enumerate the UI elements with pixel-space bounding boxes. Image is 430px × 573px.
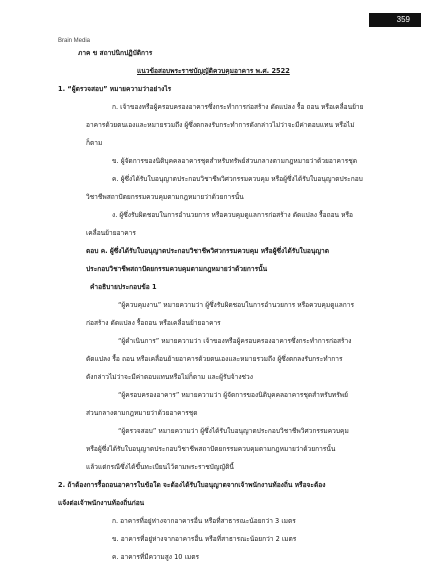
definition-1-line-2: ก่อสร้าง ดัดแปลง รื้อถอน หรือเคลื่อนย้ายอาคาร <box>86 319 221 327</box>
question-2-line-1: 2. ถ้าต้องการรื้อถอนอาคารในข้อใด จะต้องได้รับใบอนุญาตจากเจ้าพนักงานท้องถิ่น หรือจะต้อง <box>58 481 326 489</box>
q1-choice-b: ข. ผู้จัดการของนิติบุคคลอาคารชุดสำหรับทรัพย์ส่วนกลางตามกฎหมายว่าด้วยอาคารชุด <box>112 157 357 165</box>
q1-choice-a-line-2: อาคารด้วยตนเองและหมายรวมถึง ผู้ซึ่งตกลงรับกระทำการดังกล่าวไม่ว่าจะมีค่าตอบแทน หรือไม่ <box>86 121 355 129</box>
part-heading: ภาค ข สถาปนิกปฏิบัติการ <box>78 49 153 57</box>
q1-answer-line-1: ตอบ ค. ผู้ซึ่งได้รับใบอนุญาตประกอบวิชาชีพวิศวกรรมควบคุม หรือผู้ซึ่งได้รับใบอนุญาต <box>86 247 329 255</box>
q1-choice-c-line-1: ค. ผู้ซึ่งได้รับใบอนุญาตประกอบวิชาชีพวิศวกรรมควบคุม หรือผู้ซึ่งได้รับใบอนุญาตประกอบ <box>112 175 363 183</box>
definition-3-line-1: “ผู้ครอบครองอาคาร” หมายความว่า ผู้จัดการของนิติบุคคลอาคารชุดสำหรับทรัพย์ <box>118 391 349 399</box>
q2-choice-c: ค. อาคารที่มีความสูง 10 เมตร <box>112 553 200 561</box>
section-subtitle: แนวข้อสอบพระราชบัญญัติควบคุมอาคาร พ.ศ. 2522 <box>137 67 290 75</box>
definition-1-line-1: “ผู้ควบคุมงาน” หมายความว่า ผู้ซึ่งรับผิดชอบในการอำนวยการ หรือควบคุมดูแลการ <box>118 301 354 309</box>
definition-3-line-2: ส่วนกลางตามกฎหมายว่าด้วยอาคารชุด <box>86 409 198 417</box>
q2-choice-a: ก. อาคารที่อยู่ห่างจากอาคารอื่น หรือที่สาธารณะน้อยกว่า 3 เมตร <box>112 517 296 525</box>
q1-choice-a-line-3: ก็ตาม <box>86 139 103 147</box>
definition-2-line-3: ดังกล่าวไม่ว่าจะมีค่าตอบแทนหรือไม่ก็ตาม และผู้รับจ้างช่วง <box>86 373 253 381</box>
q1-choice-d-line-1: ง. ผู้ซึ่งรับผิดชอบในการอำนวยการ หรือควบคุมดูแลการก่อสร้าง ดัดแปลง รื้อถอน หรือ <box>112 211 354 219</box>
q2-choice-b: ข. อาคารที่อยู่ห่างจากอาคารอื่น หรือที่สาธารณะน้อยกว่า 2 เมตร <box>112 535 297 543</box>
definition-4-line-1: “ผู้ตรวจสอบ” หมายความว่า ผู้ซึ่งได้รับใบอนุญาตประกอบวิชาชีพวิศวกรรมควบคุม <box>118 427 349 435</box>
question-1: 1. “ผู้ตรวจสอบ” หมายความว่าอย่างไร <box>58 85 172 93</box>
page-number-badge: 359 <box>369 13 421 27</box>
definition-4-line-3: แล้วแต่กรณีซึ่งได้ขึ้นทะเบียนไว้ตามพระราชบัญญัตินี้ <box>86 463 234 471</box>
question-2-line-2: แจ้งต่อเจ้าพนักงานท้องถิ่นก่อน <box>58 499 145 507</box>
q1-choice-a-line-1: ก. เจ้าของหรือผู้ครอบครองอาคารซึ่งกระทำการก่อสร้าง ดัดแปลง รื้อ ถอน หรือเคลื่อนย้าย <box>112 103 364 111</box>
q1-answer-line-2: ประกอบวิชาชีพสถาปัตยกรรมควบคุมตามกฎหมายว่าด้วยการนั้น <box>86 265 268 273</box>
definition-2-line-2: ดัดแปลง รื้อ ถอน หรือเคลื่อนย้ายอาคารด้วยตนเองและหมายรวมถึง ผู้ซึ่งตกลงรับกระทำการ <box>86 355 343 363</box>
definition-4-line-2: หรือผู้ซึ่งได้รับใบอนุญาตประกอบวิชาชีพสถาปัตยกรรมควบคุมตามกฎหมายว่าด้วยการนั้น <box>86 445 336 453</box>
publisher-brand: Brain Media <box>58 38 91 44</box>
explanation-title: คำอธิบายประกอบข้อ 1 <box>90 283 157 291</box>
definition-2-line-1: “ผู้ดำเนินการ” หมายความว่า เจ้าของหรือผู้ครอบครองอาคารซึ่งกระทำการก่อสร้าง <box>118 337 352 345</box>
q1-choice-c-line-2: วิชาชีพสถาปัตยกรรมควบคุมตามกฎหมายว่าด้วยการนั้น <box>86 193 244 201</box>
q1-choice-d-line-2: เคลื่อนย้ายอาคาร <box>86 229 136 237</box>
